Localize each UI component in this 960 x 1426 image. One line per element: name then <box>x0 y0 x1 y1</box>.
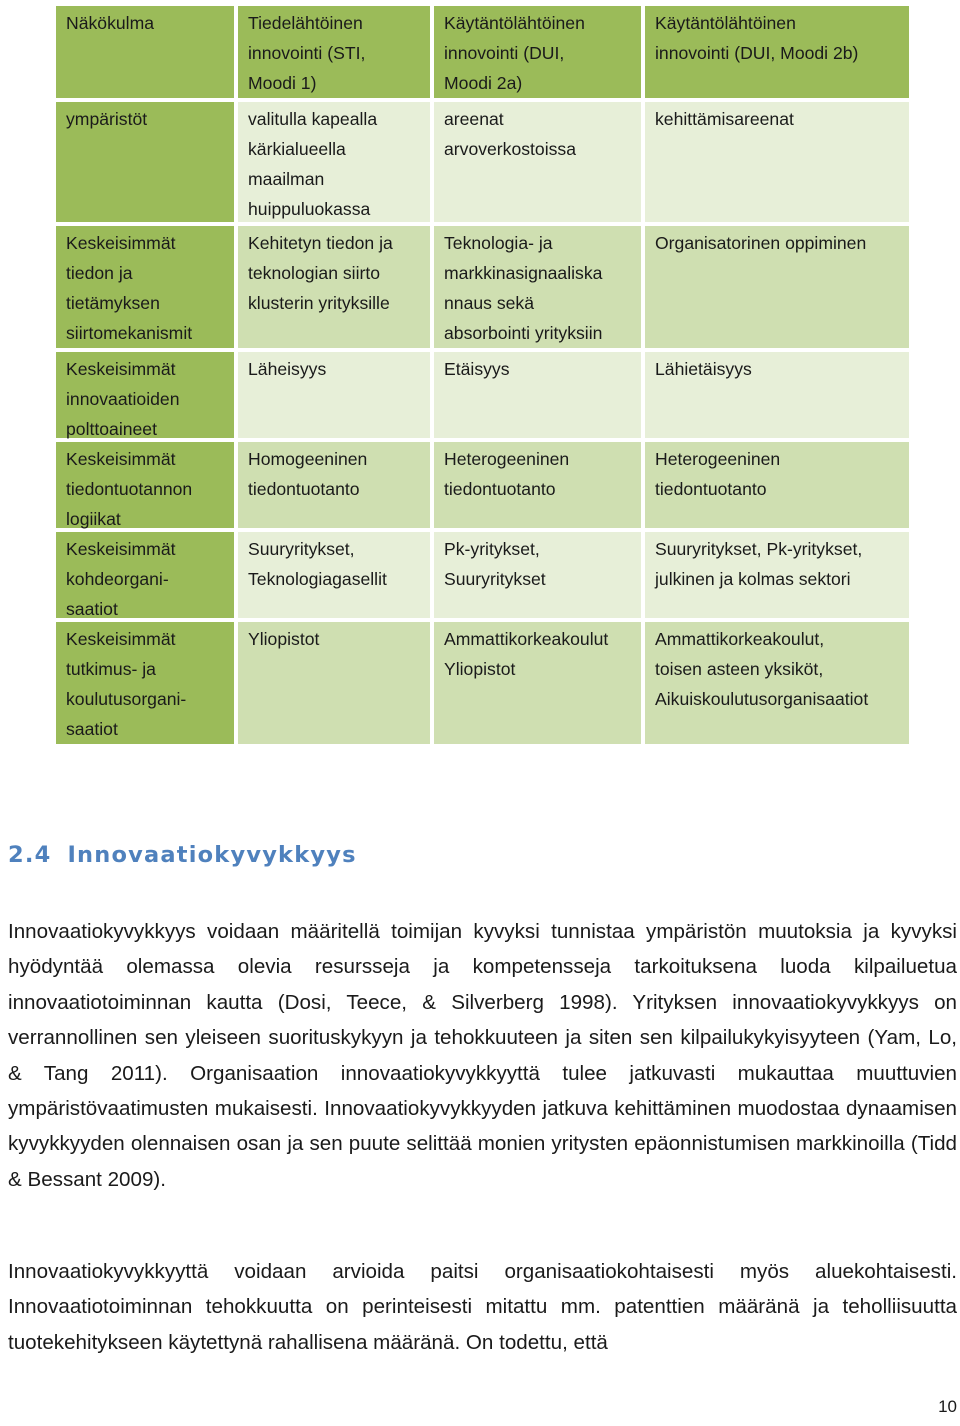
table-cell: valitulla kapealla kärkialueella maailman huippuluokassa <box>238 102 430 222</box>
table-cell: Suuryritykset, Pk-yritykset, julkinen ja kolmas sektori <box>645 532 909 618</box>
table-row-label: Keskeisimmät tiedontuotannon logiikat <box>56 442 234 528</box>
table-header-cell: Käytäntölähtöinen innovointi (DUI, Moodi 2b) <box>645 6 909 98</box>
table-cell: Homogeeninen tiedontuotanto <box>238 442 430 528</box>
table-header-cell: Näkökulma <box>56 6 234 98</box>
section-heading <box>8 842 357 868</box>
table-cell: Ammattikorkeakoulut Yliopistot <box>434 622 641 744</box>
table-row-label: ympäristöt <box>56 102 234 222</box>
section-number: 2.4 <box>8 842 52 868</box>
table-row-label: Keskeisimmät innovaatioiden polttoaineet <box>56 352 234 438</box>
table-cell: Läheisyys <box>238 352 430 438</box>
table-cell: Heterogeeninen tiedontuotanto <box>434 442 641 528</box>
table-row-label: Keskeisimmät kohdeorgani- saatiot <box>56 532 234 618</box>
section-title: Innovaatiokyvykkyys <box>67 842 357 868</box>
table-cell: Etäisyys <box>434 352 641 438</box>
table-row-label: Keskeisimmät tutkimus- ja koulutusorgani- saatiot <box>56 622 234 744</box>
table-cell: kehittämisareenat <box>645 102 909 222</box>
table-cell: Yliopistot <box>238 622 430 744</box>
body-paragraph: Innovaatiokyvykkyys voidaan määritellä toimijan kyvyksi tunnistaa ympäristön muutoksia ja kyvyksi hyödyntää olemassa olevia resursseja ja kompetensseja tarkoituksena luoda kilpailuetua innovaatiotoiminnan kautta (Dosi, Teece, & Silverberg 1998). Yrityksen innovaatiokyvykkyys on verrannollinen sen yleiseen suorituskykyyn ja tehokkuuteen ja siten sen kilpailukykyisyyteen (Yam, Lo, & Tang 2011). Organisaation innovaatiokyvykkyyttä tulee jatkuvasti mukauttaa muuttuvien ympäristövaatimusten mukaisesti. Innovaatiokyvykkyyden jatkuva kehittäminen muodostaa dynaamisen kyvykkyyden olennaisen osan ja sen puute selittää monien yritysten epäonnistumisen markkinoilla (Tidd & Bessant 2009). <box>8 920 957 1191</box>
table-cell: Organisatorinen oppiminen <box>645 226 909 348</box>
table-row-label: Keskeisimmät tiedon ja tietämyksen siirtomekanismit <box>56 226 234 348</box>
table-cell: Suuryritykset, Teknologiagasellit <box>238 532 430 618</box>
table-header-cell: Käytäntölähtöinen innovointi (DUI, Moodi 2a) <box>434 6 641 98</box>
table-header-cell: Tiedelähtöinen innovointi (STI, Moodi 1) <box>238 6 430 98</box>
table-cell: Teknologia- ja markkinasignaaliska nnaus sekä absorbointi yrityksiin <box>434 226 641 348</box>
page-number: 10 <box>938 1397 957 1416</box>
table-cell: areenat arvoverkostoissa <box>434 102 641 222</box>
comparison-table <box>56 6 909 744</box>
table-cell: Heterogeeninen tiedontuotanto <box>645 442 909 528</box>
table-cell: Pk-yritykset, Suuryritykset <box>434 532 641 618</box>
table-cell: Lähietäisyys <box>645 352 909 438</box>
table-cell: Kehitetyn tiedon ja teknologian siirto klusterin yrityksille <box>238 226 430 348</box>
body-paragraph: Innovaatiokyvykkyyttä voidaan arvioida paitsi organisaatiokohtaisesti myös aluekohtaisesti. Innovaatiotoiminnan tehokkuutta on perinteisesti mitattu mm. patenttien määränä ja teholliisuutta tuotekehitykseen käytettynä rahallisena määränä. On todettu, että <box>8 1260 957 1354</box>
table-cell: Ammattikorkeakoulut, toisen asteen yksiköt, Aikuiskoulutusorganisaatiot <box>645 622 909 744</box>
